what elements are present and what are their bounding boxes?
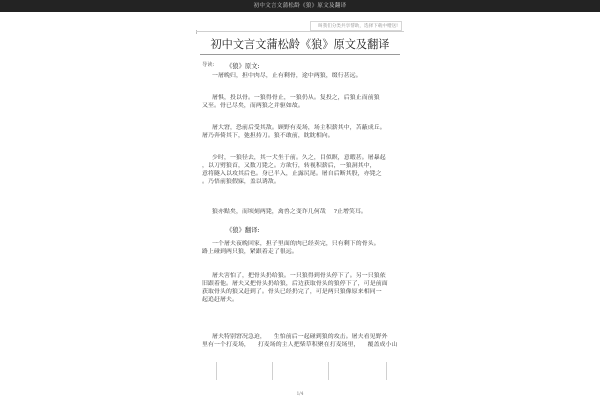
text-line: 屠乃奔倚其下，弛担持刀。狼不敢前，眈眈相向。	[202, 133, 334, 139]
download-note[interactable]: 叫我们分类共享帮助，选择下载中赠送!	[310, 21, 402, 31]
text-line: 一屠晚归，担中肉尽，止有剩骨，途中两狼，缀行甚远。	[212, 73, 362, 79]
text-line: 路上碰到两只狼，紧跟着走了很远。	[202, 249, 298, 255]
paragraph-3	[202, 124, 402, 140]
text-line: 里有一个打麦场， 打麦场的主人把柴草积聚在打麦场里， 覆盖成小山	[202, 342, 398, 348]
text-line: 一个屠夫夜晚回家，担子里面的肉已经卖完，只有剩下的骨头。	[212, 241, 380, 247]
page-number: 1/4	[296, 391, 304, 396]
text-line: 屠夫害怕了，把骨头扔给狼。一只狼得到骨头停下了。另一只狼依	[212, 273, 386, 279]
text-line: 获取骨头的狼又赶到了。骨头已经扔完了，可是两只狼像原来相同一	[202, 289, 382, 295]
text-line: ，以刀劈狼首，又数刀毙之。方欲行，转视积薪后，一狼洞其中，	[202, 163, 376, 169]
text-line: 又至。骨已尽矣，而两狼之并驱如故。	[202, 103, 304, 109]
paragraph-5	[202, 208, 402, 216]
document-title: 初中文言文蒲松龄《狼》原文及翻译	[210, 38, 390, 51]
top-header-bar	[0, 0, 600, 12]
paragraph-8	[202, 333, 402, 349]
section-translation-title: 《狼》翻译:	[226, 227, 260, 234]
paragraph-1	[202, 72, 402, 80]
text-line: 狼亦黠矣，而顷刻两毙，禽兽之变诈几何哉 ?止增笑耳。	[212, 209, 367, 215]
paragraph-4	[202, 154, 402, 186]
paragraph-6	[202, 240, 402, 256]
intro-label: 导读:	[202, 62, 215, 68]
section-original-title: 《狼》原文:	[226, 63, 260, 70]
top-rule	[196, 31, 404, 32]
margin-mark	[386, 362, 387, 380]
text-line: 。乃悟前狼假寐，盖以诱敌。	[202, 179, 280, 185]
paragraph-2	[202, 94, 402, 110]
margin-mark	[328, 362, 329, 380]
text-line: 屠大窘，恐前后受其敌。顾野有麦场，场主积薪其中，苫蔽成丘。	[212, 125, 386, 131]
text-line: 屠惧，投以骨。一狼得骨止，一狼仍从。复投之，后狼止而前狼	[212, 95, 380, 101]
text-line: 屠夫特别窘况急迫， 生怕前后一起碰到狼的攻击。屠夫看见野外	[212, 334, 388, 340]
title-rule	[200, 54, 400, 55]
text-line: 起追赶屠夫。	[202, 297, 238, 303]
text-line: 意将隧入以攻其后也。身已半入，止露尻尾。屠自后断其股，亦毙之	[202, 171, 382, 177]
margin-mark	[216, 362, 217, 380]
text-line: 少时，一狼径去，其一犬坐于前。久之，目似瞑，意暇甚。屠暴起	[212, 155, 386, 161]
top-header-title: 初中文言文蒲松龄《狼》原文及翻译	[253, 3, 347, 9]
margin-mark	[272, 362, 273, 380]
paragraph-7	[202, 272, 402, 304]
text-line: 旧跟着他。屠夫又把骨头扔给狼，后边获取骨头的狼停下了，可是前面	[202, 281, 388, 287]
